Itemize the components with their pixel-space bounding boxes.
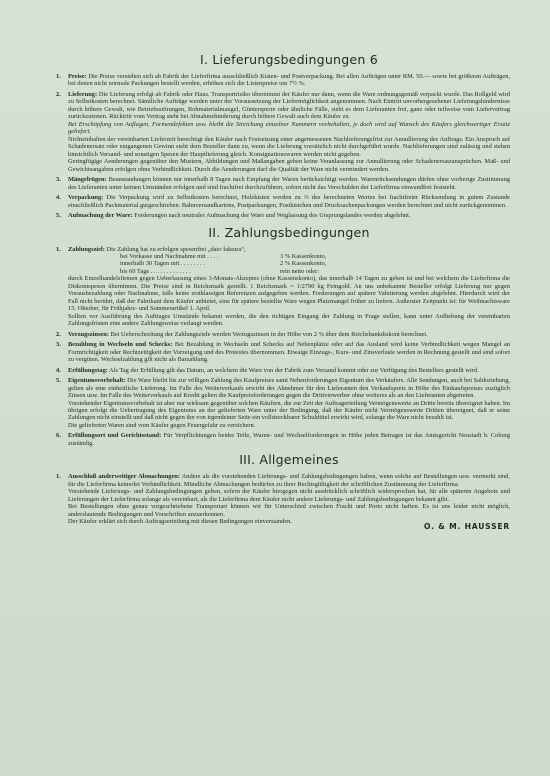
clause-label: Eigentumsvorbehalt:: [68, 377, 126, 385]
clause-default-interest: [56, 330, 510, 338]
clause-label: Bezahlung in Wechseln und Schecks:: [68, 341, 173, 349]
clause-number: 2.: [56, 330, 61, 338]
clause-label: Zahlungsziel:: [68, 245, 105, 253]
clause-text: Als Tag der Erfüllung gilt das Datum, an welchem die Ware von der Fabrik zum Versand kommt oder zur Verfügung des Bestellers gestellt wird.: [109, 366, 479, 374]
clause-payment-term: [56, 245, 510, 328]
clause-number: 6.: [56, 432, 61, 440]
clause-number: 3.: [56, 176, 61, 184]
clause-number: 4.: [56, 366, 61, 374]
clause-text: Der Käufer erklärt sich durch Auftragserteilung mit diesen Bedingungen einverstanden.: [68, 518, 292, 526]
clause-delivery: [56, 91, 510, 173]
clause-number: 5.: [56, 212, 61, 220]
discount-term: innerhalb 30 Tagen mit . . . . . . . .: [120, 260, 205, 268]
clause-text: Die Ware bleibt bis zur völligen Zahlung des Kaufpreises samt Nebenforderungen Eigentum des Verkäufers. Alle Sendungen, auch bei Saldoziehung, gelten als eine einheitliche Lieferung. Im Falle des Weiterverkaufs erwirbt der Abnehmer für den Lieferanten den Verkaufspreis in Höhe des Einkaufspreises zuzüglich Zinsen usw. Im Falle des Weiterverkaufs auf Kredit gelten die Kaufpreisforderungen gegen die Drittverwerber ohne weiteres als an den Lieferanten abgetreten.: [68, 377, 510, 400]
clause-text: Bei Bezahlung in Wechseln und Schecks auf Nebenplätze oder auf das Ausland wird keine Verbindlichkeit wegen Mangel an Formrichtigkeit oder Rechtzeitigkeit der Vorzeigung und des Protestes übernommen. Etwaige Einzugs-, Kurs- und Zinsverluste werden in Rechnung gestellt und sind sofort zu vergüten. Wechselzahlung gilt nicht als Barzahlung.: [68, 341, 510, 364]
clause-label: Ausschluß anderweitiger Abmachungen:: [68, 473, 180, 481]
discount-value: 2 % Kassenkonto,: [280, 260, 327, 268]
clause-text: Die Lieferung erfolgt ab Fabrik oder Haus. Transportrisiko übernimmt der Käufer nur dann, wenn die Ware ordnungsgemäß verpackt wurde. Das Rollgeld wird zu Selbstkosten berechnet. Sämtliche Aufträge werden unter der Voraussetzung der Liefermöglichkeit angenommen. Nach Eintritt unvorhergesehener Lieferungshindernisse durch höhere Gewalt, wie Betriebsstörungen, Rohmaterialmangel, Güntersperre oder ähnliche Fälle, steht es dem Lieferanten frei, ganz oder teilweise vom Liefervertrag zurückzutreten. Rücktritt vom Vertrag steht bei Abnahmehinderung durch höhere Gewalt auch dem Käufer zu.: [68, 91, 510, 121]
clause-text: Die Preise verstehen sich ab Fabrik der Lieferfirma ausschließlich Kisten- und Postverpackung. Bei allen Aufträgen unter RM. 50.— sowie bei größeren Aufträgen, bei denen nicht normale Packungen bestellt werden, erhöhen sich die Listenpreise um 7½ %.: [68, 73, 511, 88]
clause-number: 5.: [56, 377, 61, 385]
clause-label: Erfüllungstag:: [68, 366, 108, 374]
clause-text: Andere als die vorstehenden Lieferungs- und Zahlungsbedingungen haben, wenn solche auf Bestellungen usw. vermerkt sind, für die Lieferfirma keinerlei Verbindlichkeit. Mündliche Abmachungen bedürfen zu ihrer Rechtsgültigkeit der schriftlichen Zustimmung der Lieferfirma.: [68, 473, 510, 488]
discount-table: [68, 253, 510, 275]
clause-label: Verzugszinsen:: [68, 330, 109, 338]
section-title-general: III. Allgemeines: [239, 452, 339, 468]
clause-text: Beanstandungen können nur innerhalb 8 Tagen nach Empfang der Waren berücksichtigt werden. Warenrücksendungen dürfen ohne vorherige Zustimmung des Lieferanten unter keinen Umständen erfolgen und sind frachtfrei durchzuführen, sofern nicht das Verschulden der Lieferfirma einwandfrei feststeht.: [68, 176, 510, 191]
clause-number: 1.: [56, 245, 61, 253]
clause-label: Preise:: [68, 73, 87, 80]
clause-text: Vorstehender Eigentumsvorbehalt ist aber nur wirksam gegenüber solchen Käufern, die zur Zeit der Auftragerteilung Vermögenswerte an Dritte bereits übereignet haben. Im übrigen erfolgt die Uebertragung des Eigentums an der gelieferten Ware unter der Bedingung, daß der Käufer nicht Vermögenswerte Dritten übereignet, daß er seine Zahlungen nicht einstellt und daß nicht gegen ihn von irgendeiner Seite ein vollstreckbarer Schuldtitel erwirkt wird, solange die Ware nicht bezahlt ist.: [68, 399, 510, 422]
clause-presentation: [56, 212, 510, 220]
clause-retention-of-title: [56, 377, 510, 429]
clause-text: durch Einzelhandelsfirmen gegen Ueberlassung eines 3-Monats-Akzeptes (ohne Kassenskonto), das innerhalb 14 Tagen zu geben ist und bei welchem die Lieferfirma die Diskontspesen übernimmt. Die Preise sind in Reichsmark gestellt. 1 Reichsmark = 1/2790 kg Feingold. An uns unbekannte Besteller erfolgt Lieferung nur gegen Vorausbezahlung oder Nachnahme, falls keine erstklassigen Referenzen aufgegeben werden. Forderungen auf spätere Valutierung werden abgelehnt. Hierdurch wird der Fall nicht berührt, daß der Fabrikant dem Käufer anbietet, eine für spätere bestellte Ware wegen Platzmangel früher zu liefern. Außerster Zeitpunkt ist: für Weihnachtsware 15. Oktober, für Frühjahrs- und Sommerartikel 1. April.: [68, 275, 510, 313]
discount-term: bei Vorkasse und Nachnahme mit . . . .: [120, 252, 219, 260]
clause-text: Forderungen nach neutraler Aufmachung der Ware und Weglassung des Ursprungslandes werden abgelehnt.: [134, 212, 411, 220]
clause-label: Erfüllungsort und Gerichtsstand:: [68, 432, 162, 440]
clause-number: 1.: [56, 73, 61, 80]
clause-label: Mängelrügen:: [68, 176, 107, 184]
clause-number: 1.: [56, 473, 61, 481]
clause-fulfillment-day: [56, 366, 510, 374]
clause-packaging: [56, 194, 510, 209]
section-title-payment: II. Zahlungsbedingungen: [208, 224, 370, 240]
clause-number: 3.: [56, 341, 61, 349]
clause-text: Bei Bestellungen ohne genau vorgeschriebene Transportart können wir für Unterschied zwischen Fracht und Porto nicht haften. Es ist uns leider nicht möglich, anderslautende Bedingungen und Vorschriften anzuerkennen.: [68, 503, 510, 518]
clause-number: 4.: [56, 194, 61, 202]
clause-bills-and-checks: [56, 341, 510, 364]
company-signature: O. & M. HAUSSER: [424, 521, 510, 531]
discount-value: rein netto oder:: [280, 267, 320, 275]
clause-text-italic: Bei Erschöpfung von Auflagen, Formendefekten usw. bleibt die Streichung einzelner Nummern vorbehalten, je doch wird auf Wunsch des Käufers gleichwertiger Ersatz geliefert.: [68, 120, 510, 136]
clause-text: Die Zahlung hat zu erfolgen spesenfrei „dato faktura“,: [106, 245, 246, 253]
clause-prices: [56, 73, 511, 88]
clause-label: Verpackung:: [68, 194, 104, 202]
discount-value: 3 % Kassenkonto,: [280, 252, 327, 260]
clause-number: 2.: [56, 91, 61, 98]
clause-text: Sollten vor Ausführung des Auftrages Umstände bekannt werden, die den richtigen Eingang der Zahlung in Frage stellen, kann unter Aufhebung der vereinbarten Zahlungsfristen eine andere Zahlungsweise verlangt werden.: [68, 312, 510, 328]
discount-term: bis 60 Tage . . . . . . . . . . . . .: [120, 267, 191, 275]
clause-text: Die gelieferten Waren sind vom Käufer gegen Feuergefahr zu versichern.: [68, 421, 256, 429]
clause-text: Vorstehende Lieferungs- und Zahlungsbedingungen gelten, sofern der Käufer hiergegen nicht ausdrücklich schriftlich widersprochen hat, für alle späteren Angebote und Lieferungen der Lieferfirma solange als vereinbart, als die Lieferfirma dem Käufer nicht andere Lieferungs- und Zahlungsbedingungen bekannt gibt.: [68, 488, 510, 503]
clause-label: Lieferung:: [68, 91, 98, 98]
clause-text: Die Verpackung wird zu Selbstkosten berechnet, Holzkisten werden zu ⅔ des berechneten Wertes bei frachtfreier Rücksendung in gutem Zustande einschließlich Packmaterial gutgeschrieben. Bahnversandkartons, Postpackungen, Postkistchen und Drucksachenpackungen werden berechnet und nicht zurückgenommen.: [68, 194, 510, 209]
clause-text: Geringfügige Aenderungen gegenüber den Mustern, Abbildungen und Maßangaben geben keine Veranlassung zur Annullierung oder Schadenersatzansprüchen. Maß- und Gewichtsangaben erfolgen ohne Verbindlichkeit. Durch die Aenderungen darf die Qualität der Ware nicht vermindert werden.: [68, 158, 510, 173]
clause-text: Nichteinhalten der vereinbarten Lieferzeit berechtigt den Käufer nach Festsetzung einer angemessenen Nachlieferungsfrist zur Annullierung des Auftrags. Ein Anspruch auf Schadenersatz oder entgangenen Gewinn steht dem Besteller dann zu, wenn die Lieferung vorsätzlich nicht durchgeführt wurde. Nachlieferungen sind zulässig und stehen hinsichtlich Versand- und sonstigen Spesen der Hauptlieferung gleich. Konsignationswaren werden nicht gegeben.: [68, 135, 510, 158]
clause-complaints: [56, 176, 510, 191]
clause-text: Für Verpflichtungen beider Teile, Waren- und Wechselforderungen in Höhe jeden Betrages ist das Amtsgericht Neustadt b. Coburg zuständig.: [68, 432, 510, 447]
clause-text: Bei Ueberschreitung der Zahlungsziele werden Verzugszinsen in der Höhe von 2 % über dem Reichsbankdiskont berechnet.: [110, 330, 428, 338]
clause-label: Aufmachung der Ware:: [68, 212, 133, 220]
clause-jurisdiction: [56, 432, 510, 447]
section-title-delivery: I. Lieferungsbedingungen 6: [200, 52, 378, 67]
